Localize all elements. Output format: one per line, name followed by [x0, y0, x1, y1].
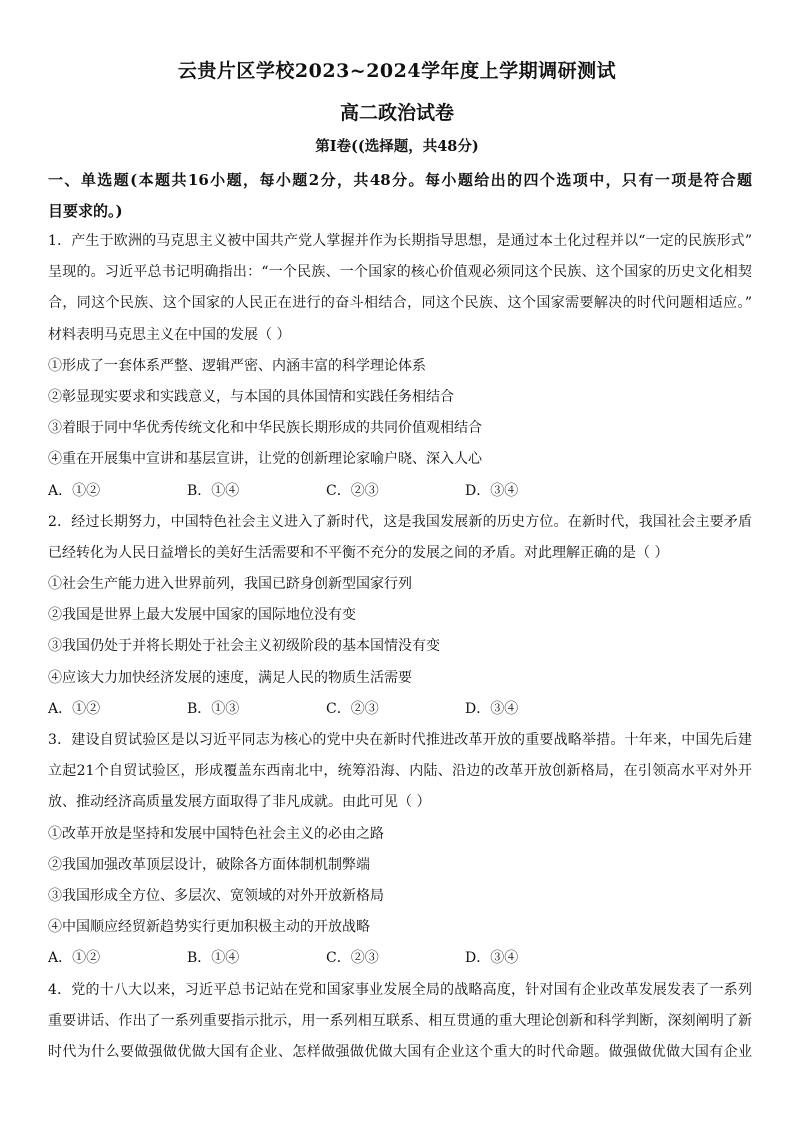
question-3-option-d[interactable]: D．③④	[465, 950, 519, 967]
question-3-stem-line-2: 立起21个自贸试验区，形成覆盖东西南北中，统筹沿海、内陆、沿边的改革开放创新格局，在引领高水平对外开	[48, 763, 752, 780]
question-1-item-2: ②彰显现实要求和实践意义，与本国的具体国情和实践任务相结合	[48, 388, 454, 405]
volume-heading: 第Ⅰ卷((选择题，共48分)	[315, 138, 479, 155]
question-2-options	[48, 694, 752, 725]
question-2-option-b[interactable]: B．①③	[187, 700, 240, 717]
question-1-stem-line-2: 呈现的。习近平总书记明确指出：“一个民族、一个国家的核心价值观必须同这个民族、这个国家的历史文化相契	[48, 264, 752, 281]
question-1-stem-line-4: 材料表明马克思主义在中国的发展（ ）	[48, 326, 291, 343]
question-2-option-d[interactable]: D．③④	[465, 700, 519, 717]
question-3-option-a[interactable]: A．①②	[48, 950, 101, 967]
section-heading-line-2: 目要求的。)	[48, 202, 123, 220]
question-3-item-1: ①改革开放是坚持和发展中国特色社会主义的必由之路	[48, 825, 384, 842]
question-2-option-c[interactable]: C．②③	[326, 700, 379, 717]
question-2-item-4: ④应该大力加快经济发展的速度，满足人民的物质生活需要	[48, 669, 412, 686]
question-list	[48, 226, 752, 1068]
question-2-item-2: ②我国是世界上最大发展中国家的国际地位没有变	[48, 607, 356, 624]
question-1-option-d[interactable]: D．③④	[465, 482, 519, 499]
question-1-item-4: ④重在开展集中宣讲和基层宣讲，让党的创新理论家喻户晓、深入人心	[48, 451, 482, 468]
question-1-option-a[interactable]: A．①②	[48, 482, 101, 499]
question-3-stem-line-3: 放、推动经济高质量发展方面取得了非凡成就。由此可见（ ）	[48, 794, 431, 811]
question-3-options	[48, 943, 752, 974]
question-2-stem-line-2: 已经转化为人民日益增长的美好生活需要和不平衡不充分的发展之间的矛盾。对此理解正确的是（ ）	[48, 544, 669, 561]
section-heading	[48, 165, 752, 227]
question-1-option-b[interactable]: B．①④	[187, 482, 240, 499]
question-3-stem-line-1: 3．建设自贸试验区是以习近平同志为核心的党中央在新时代推进改革开放的重要战略举措。十年来，中国先后建	[48, 732, 752, 748]
question-3-option-b[interactable]: B．①④	[187, 950, 240, 967]
question-3	[48, 725, 752, 975]
question-4-stem-line-1: 4．党的十八大以来，习近平总书记站在党和国家事业发展全局的战略高度，针对国有企业改革发展发表了一系列	[48, 981, 752, 998]
question-3-item-2: ②我国加强改革顶层设计，破除各方面体制机制弊端	[48, 856, 370, 873]
question-1-option-c[interactable]: C．②③	[326, 482, 379, 499]
question-3-item-3: ③我国形成全方位、多层次、宽领域的对外开放新格局	[48, 887, 384, 904]
section-heading-line-1: 一、单选题(本题共16小题，每小题2分，共48分。每小题给出的四个选项中，只有一项是符合题	[48, 171, 752, 189]
question-4	[48, 975, 752, 1069]
question-2-item-1: ①社会生产能力进入世界前列，我国已跻身创新型国家行列	[48, 576, 412, 593]
exam-subtitle: 高二政治试卷	[339, 102, 454, 124]
question-2-stem-line-1: 2．经过长期努力，中国特色社会主义进入了新时代，这是我国发展新的历史方位。在新时代，我国社会主要矛盾	[48, 513, 752, 530]
question-1	[48, 226, 752, 507]
question-1-options	[48, 476, 752, 507]
question-1-item-3: ③着眼于同中华优秀传统文化和中华民族长期形成的共同价值观相结合	[48, 420, 482, 437]
question-2-item-3: ③我国仍处于并将长期处于社会主义初级阶段的基本国情没有变	[48, 638, 440, 655]
question-4-stem-line-3: 时代为什么要做强做优做大国有企业、怎样做强做优做大国有企业这个重大的时代命题。做强做优做大国有企业	[48, 1043, 752, 1060]
question-3-option-c[interactable]: C．②③	[326, 950, 379, 967]
exam-title: 云贵片区学校2023~2024学年度上学期调研测试	[177, 60, 617, 82]
question-4-stem-line-2: 重要讲话、作出了一系列重要指示批示，用一系列相互联系、相互贯通的重大理论创新和科学判断，深刻阐明了新	[48, 1012, 752, 1029]
question-3-item-4: ④中国顺应经贸新趋势实行更加积极主动的开放战略	[48, 919, 370, 936]
question-2-option-a[interactable]: A．①②	[48, 700, 101, 717]
question-1-item-1: ①形成了一套体系严整、逻辑严密、内涵丰富的科学理论体系	[48, 357, 426, 374]
question-1-stem-line-3: 合，同这个民族、这个国家的人民正在进行的奋斗相结合，同这个民族、这个国家需要解决的时代问题相适应。”	[48, 295, 752, 312]
question-2	[48, 507, 752, 725]
question-1-stem-line-1: 1．产生于欧洲的马克思主义被中国共产党人掌握并作为长期指导思想，是通过本土化过程并以“一定的民族形式”	[48, 233, 752, 249]
